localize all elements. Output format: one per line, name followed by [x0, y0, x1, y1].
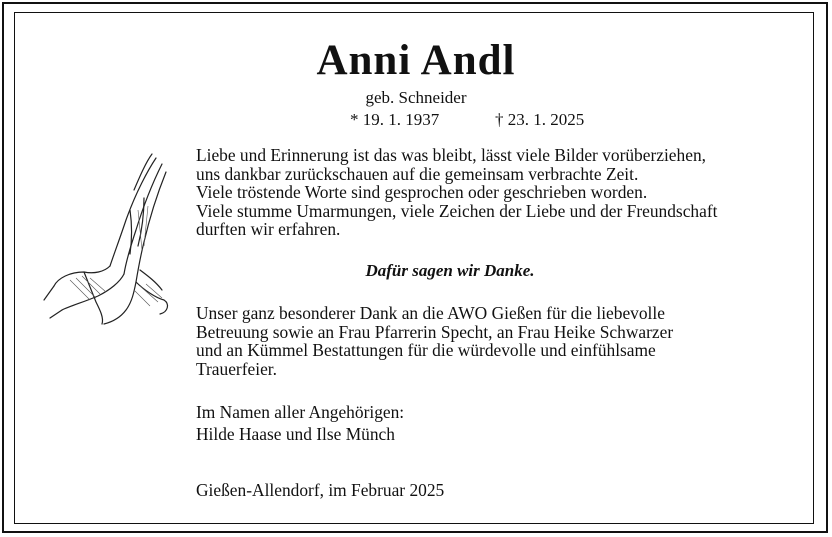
gratitude-line: Betreuung sowie an Frau Pfarrerin Specht, an Frau Heike Schwarzer	[196, 321, 674, 342]
poem-line: uns dankbar zurückschauen auf die gemeinsam verbrachte Zeit.	[196, 163, 639, 184]
deceased-name: Anni Andl	[316, 37, 516, 84]
gratitude-line: und an Kümmel Bestattungen für die würdevolle und einfühlsame	[196, 340, 656, 360]
praying-hands-icon	[40, 150, 180, 330]
birth-date: * 19. 1. 1937	[350, 110, 440, 129]
poem-line: Liebe und Erinnerung ist das was bleibt, lässt viele Bilder vorüberziehen,	[196, 145, 706, 165]
poem-line: Viele stumme Umarmungen, viele Zeichen der Liebe und der Freundschaft	[196, 200, 718, 221]
poem-line: Viele tröstende Worte sind gesprochen oder geschrieben worden.	[196, 182, 648, 202]
gratitude-line: Trauerfeier.	[196, 358, 277, 379]
birth-name: geb. Schneider	[365, 88, 467, 107]
poem-line: durften wir erfahren.	[196, 219, 341, 239]
gratitude-line: Unser ganz besonderer Dank an die AWO Gießen für die liebevolle	[196, 303, 665, 323]
signature-names: Hilde Haase und Ilse Münch	[196, 424, 395, 444]
place-date: Gießen-Allendorf, im Februar 2025	[196, 480, 445, 500]
death-date: † 23. 1. 2025	[495, 110, 585, 129]
signature-intro: Im Namen aller Angehörigen:	[196, 402, 405, 422]
thanks-heading: Dafür sagen wir Danke.	[365, 261, 535, 280]
